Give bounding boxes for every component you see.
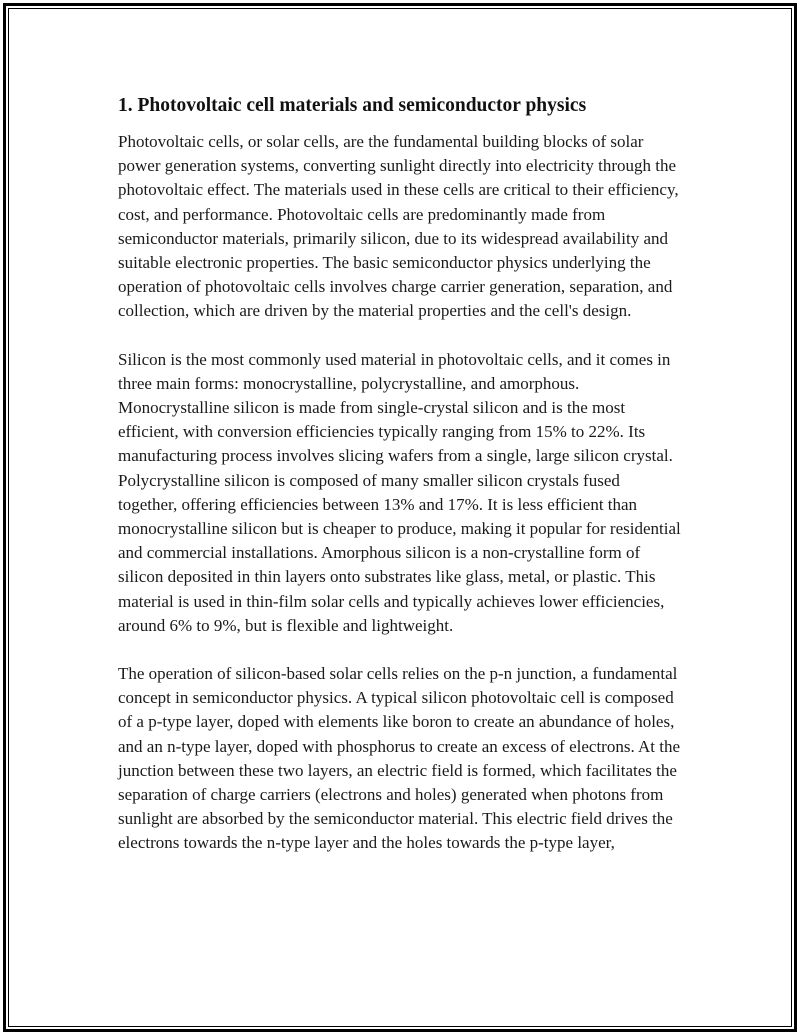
- paragraph-pn-junction: The operation of silicon-based solar cells relies on the p-n junction, a fundamental concept in semiconductor physics. A typical silicon photovoltaic cell is composed of a p-type layer, doped with elements like boron to create an abundance of holes, and an n-type layer, doped with phosphorus to create an excess of electrons. At the junction between these two layers, an electric field is formed, which facilitates the separation of charge carriers (electrons and holes) generated when photons from sunlight are absorbed by the semiconductor material. This electric field drives the electrons towards the n-type layer and the holes towards the p-type layer,: [118, 664, 681, 853]
- document-body: [118, 92, 682, 880]
- paragraph-silicon-forms: Silicon is the most commonly used material in photovoltaic cells, and it comes in three main forms: monocrystalline, polycrystalline, and amorphous. Monocrystalline silicon is made from single-crystal silicon and is the most efficient, with conversion efficiencies typically ranging from 15% to 22%. Its manufacturing process involves slicing wafers from a single, large silicon crystal. Polycrystalline silicon is composed of many smaller silicon crystals fused together, offering efficiencies between 13% and 17%. It is less efficient than monocrystalline silicon but is cheaper to produce, making it popular for residential and commercial installations. Amorphous silicon is a non-crystalline form of silicon deposited in thin layers onto substrates like glass, metal, or plastic. This material is used in thin-film solar cells and typically achieves lower efficiencies, around 6% to 9%, but is flexible and lightweight.: [118, 349, 681, 635]
- section-heading: 1. Photovoltaic cell materials and semiconductor physics: [118, 95, 587, 116]
- paragraph-intro: Photovoltaic cells, or solar cells, are the fundamental building blocks of solar power generation systems, converting sunlight directly into electricity through the photovoltaic effect. The materials used in these cells are critical to their efficiency, cost, and performance. Photovoltaic cells are predominantly made from semiconductor materials, primarily silicon, due to its widespread availability and suitable electronic properties. The basic semiconductor physics underlying the operation of photovoltaic cells involves charge carrier generation, separation, and collection, which are driven by the material properties and the cell's design.: [118, 132, 679, 321]
